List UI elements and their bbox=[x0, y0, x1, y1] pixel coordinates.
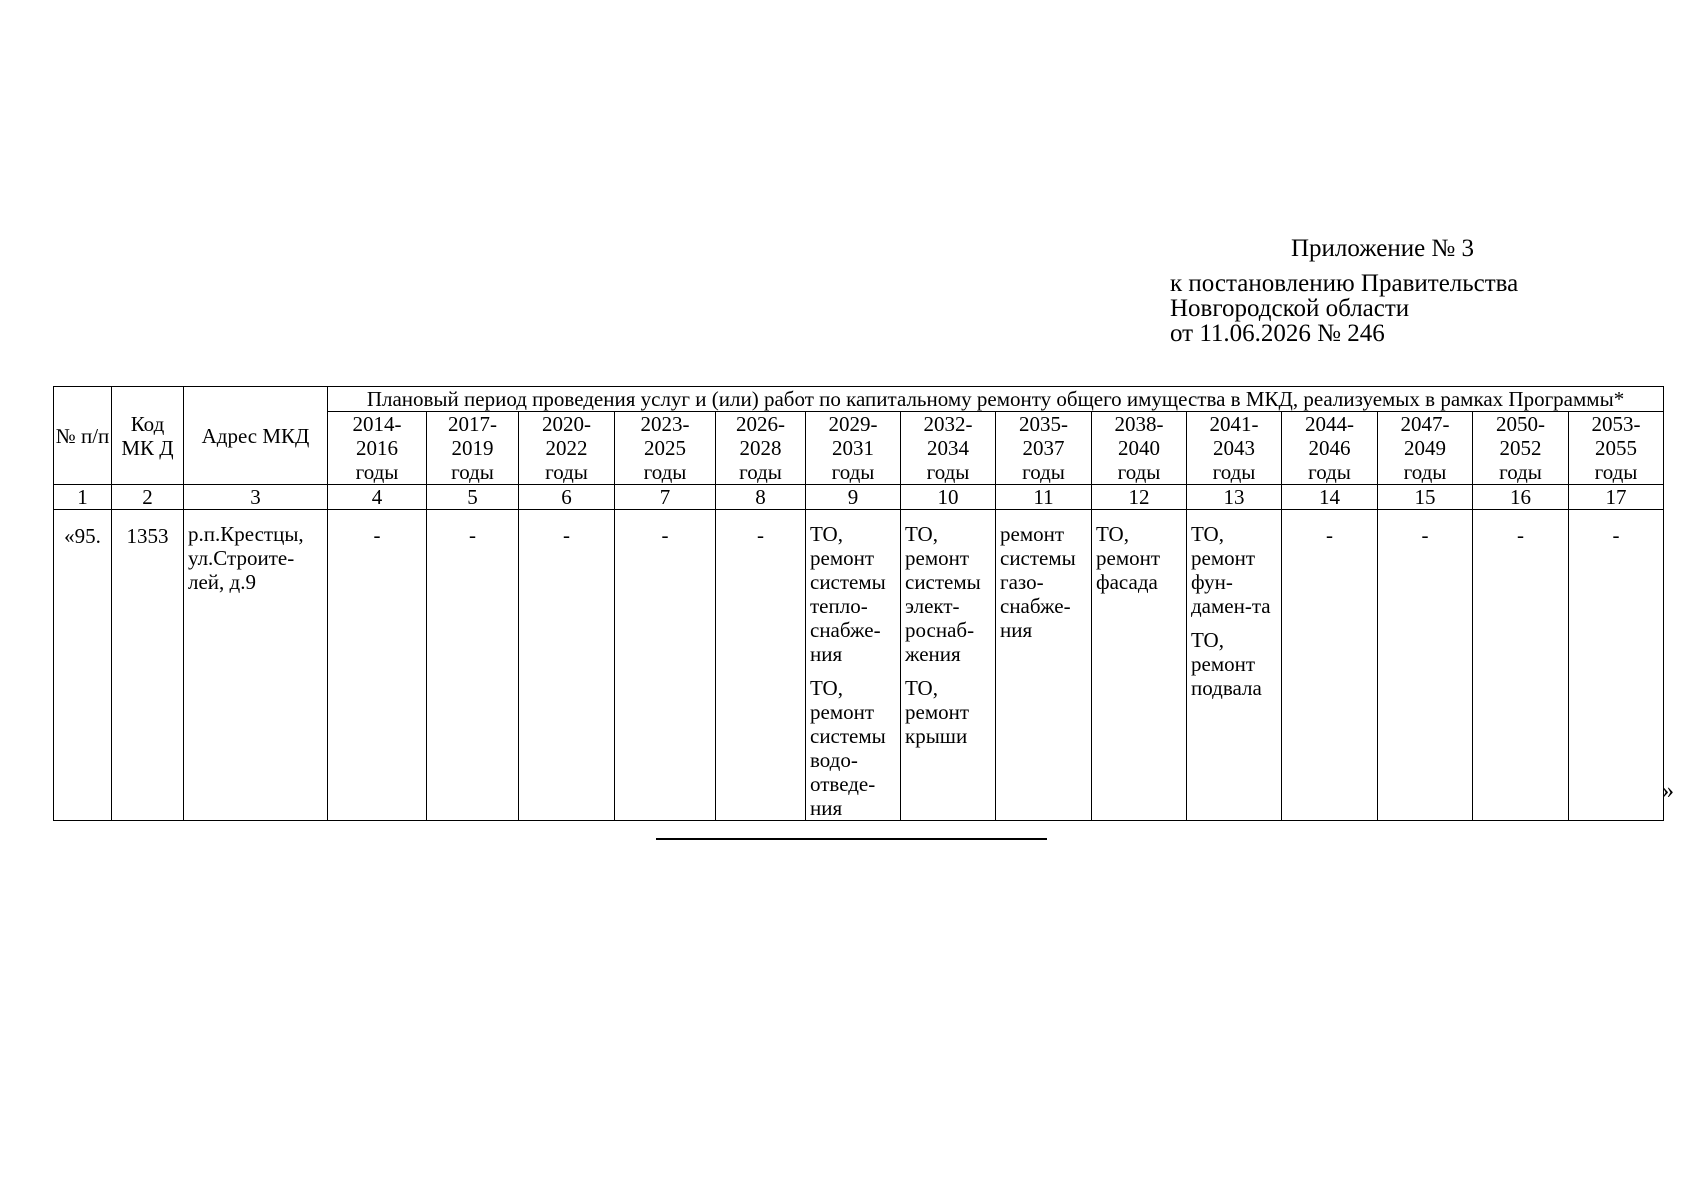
work-item: ТО, ремонт крыши bbox=[905, 676, 970, 748]
column-number: 4 bbox=[328, 485, 427, 510]
column-number: 5 bbox=[427, 485, 519, 510]
closing-quote: » bbox=[1662, 778, 1674, 804]
annex-line-1: к постановлению Правительства bbox=[1170, 270, 1519, 297]
column-number-row bbox=[54, 485, 1664, 510]
footer-divider bbox=[656, 838, 1047, 840]
header-row-1 bbox=[54, 387, 1664, 412]
header-num: № п/п bbox=[54, 387, 112, 485]
row-period-8 bbox=[996, 510, 1092, 821]
work-item: ТО, ремонт системы водо-отведе-ния bbox=[810, 676, 886, 820]
column-number: 9 bbox=[806, 485, 901, 510]
header-code: Код МК Д bbox=[112, 387, 184, 485]
header-period: Плановый период проведения услуг и (или) работ по капитальному ремонту общего имущества в МКД, реализуемых в рамках Программы* bbox=[328, 387, 1664, 412]
annex-header bbox=[1170, 236, 1518, 346]
period-header: 2014- 2016 годы bbox=[328, 412, 427, 485]
work-item: ТО, ремонт системы тепло-снабже-ния bbox=[810, 522, 886, 666]
column-number: 2 bbox=[112, 485, 184, 510]
column-number: 3 bbox=[184, 485, 328, 510]
row-period-14: - bbox=[1569, 510, 1664, 821]
period-header: 2047- 2049 годы bbox=[1378, 412, 1473, 485]
work-item: ремонт системы газо-снабже-ния bbox=[1000, 522, 1076, 642]
table-row bbox=[54, 510, 1664, 821]
column-number: 10 bbox=[901, 485, 996, 510]
row-period-7 bbox=[901, 510, 996, 821]
row-period-4: - bbox=[615, 510, 716, 821]
period-header: 2020- 2022 годы bbox=[519, 412, 615, 485]
column-number: 1 bbox=[54, 485, 112, 510]
period-header: 2044- 2046 годы bbox=[1282, 412, 1378, 485]
work-item: ТО, ремонт фун-дамен-та bbox=[1191, 522, 1271, 618]
period-header: 2032- 2034 годы bbox=[901, 412, 996, 485]
period-header: 2035- 2037 годы bbox=[996, 412, 1092, 485]
column-number: 17 bbox=[1569, 485, 1664, 510]
period-header: 2029- 2031 годы bbox=[806, 412, 901, 485]
column-number: 12 bbox=[1092, 485, 1187, 510]
row-period-6 bbox=[806, 510, 901, 821]
row-period-9 bbox=[1092, 510, 1187, 821]
capital-repair-table bbox=[53, 386, 1664, 821]
work-item: ТО, ремонт фасада bbox=[1096, 522, 1161, 594]
column-number: 13 bbox=[1187, 485, 1282, 510]
column-number: 8 bbox=[716, 485, 806, 510]
annex-line-3: от 11.06.2026 № 246 bbox=[1170, 320, 1385, 347]
period-header: 2041- 2043 годы bbox=[1187, 412, 1282, 485]
row-period-13: - bbox=[1473, 510, 1569, 821]
column-number: 11 bbox=[996, 485, 1092, 510]
column-number: 6 bbox=[519, 485, 615, 510]
period-header: 2053- 2055 годы bbox=[1569, 412, 1664, 485]
column-number: 14 bbox=[1282, 485, 1378, 510]
period-header: 2026- 2028 годы bbox=[716, 412, 806, 485]
period-header: 2050- 2052 годы bbox=[1473, 412, 1569, 485]
column-number: 15 bbox=[1378, 485, 1473, 510]
row-period-1: - bbox=[328, 510, 427, 821]
row-period-3: - bbox=[519, 510, 615, 821]
period-header: 2023- 2025 годы bbox=[615, 412, 716, 485]
row-code: 1353 bbox=[112, 510, 184, 821]
row-period-10 bbox=[1187, 510, 1282, 821]
work-item: ТО, ремонт системы элект-роснаб-жения bbox=[905, 522, 981, 666]
work-item: ТО, ремонт подвала bbox=[1191, 628, 1262, 700]
header-address: Адрес МКД bbox=[184, 387, 328, 485]
column-number: 7 bbox=[615, 485, 716, 510]
column-number: 16 bbox=[1473, 485, 1569, 510]
annex-title: Приложение № 3 bbox=[1291, 235, 1475, 262]
row-period-12: - bbox=[1378, 510, 1473, 821]
period-header: 2038- 2040 годы bbox=[1092, 412, 1187, 485]
row-number: «95. bbox=[54, 510, 112, 821]
row-period-11: - bbox=[1282, 510, 1378, 821]
row-period-5: - bbox=[716, 510, 806, 821]
annex-line-2: Новгородской области bbox=[1170, 295, 1410, 322]
row-period-2: - bbox=[427, 510, 519, 821]
row-address: р.п.Крестцы, ул.Строите-лей, д.9 bbox=[184, 510, 328, 821]
period-header: 2017- 2019 годы bbox=[427, 412, 519, 485]
